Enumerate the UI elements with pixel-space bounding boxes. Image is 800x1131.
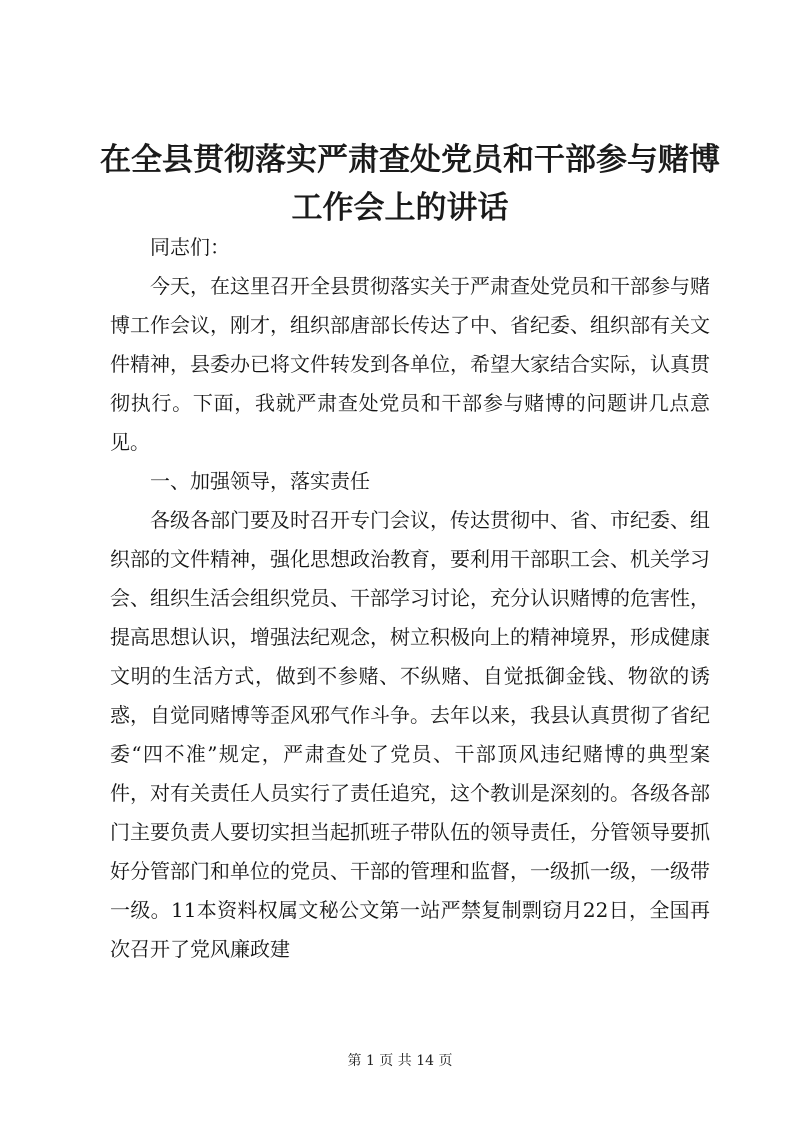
body-paragraph: 今天，在这里召开全县贯彻落实关于严肃查处党员和干部参与赌博工作会议，刚才，组织部唐部长传达了中、省纪委、组织部有关文件精神，县委办已将文件转发到各单位，希望大家结合实际，认真贯彻执行。下面，我就严肃查处党员和干部参与赌博的问题讲几点意见。: [110, 274, 710, 454]
section-heading: 一、加强领导，落实责任: [150, 469, 370, 493]
title-line-1: 在全县贯彻落实严肃查处党员和干部参与赌博: [100, 142, 720, 178]
salutation: 同志们：: [150, 235, 230, 259]
page-footer: 第 1 页 共 14 页: [347, 1053, 453, 1069]
title-line-2: 工作会上的讲话: [291, 190, 509, 226]
document-title: [100, 140, 720, 228]
body-paragraph: 各级各部门要及时召开专门会议，传达贯彻中、省、市纪委、组织部的文件精神，强化思想政治教育，要利用干部职工会、机关学习会、组织生活会组织党员、干部学习讨论，充分认识赌博的危害性，提高思想认识，增强法纪观念，树立积极向上的精神境界，形成健康文明的生活方式，做到不参赌、不纵赌、自觉抵御金钱、物欲的诱惑，自觉同赌博等歪风邪气作斗争。去年以来，我县认真贯彻了省纪委“四不准”规定，严肃查处了党员、干部顶风违纪赌博的典型案件，对有关责任人员实行了责任追究，这个教训是深刻的。各级各部门主要负责人要切实担当起抓班子带队伍的领导责任，分管领导要抓好分管部门和单位的党员、干部的管理和监督，一级抓一级，一级带一级。11本资料权属文秘公文第一站严禁复制剽窃月22日，全国再次召开了党风廉政建: [110, 508, 710, 961]
document-body: [110, 228, 710, 969]
